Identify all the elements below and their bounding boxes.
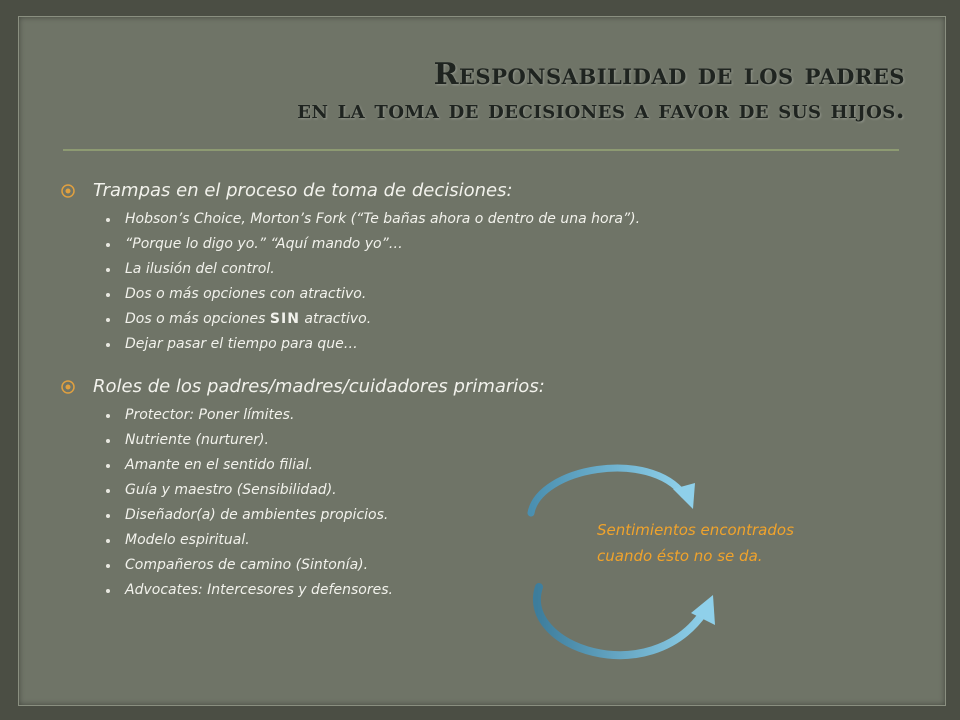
- list-item-text: nurturer: [200, 432, 259, 448]
- bullet-list: [59, 207, 899, 357]
- bullet-dot-icon: [106, 539, 110, 543]
- title-divider: [63, 149, 899, 151]
- bullet-dot-icon: [106, 439, 110, 443]
- list-item-text: Guía y maestro (Sensibilidad).: [125, 482, 337, 498]
- list-item: [59, 257, 899, 282]
- title-line-1: Responsabilidad de los padres: [433, 57, 905, 92]
- list-item: [59, 403, 899, 428]
- list-item-text: atractivo.: [299, 311, 372, 327]
- bullet-dot-icon: [106, 414, 110, 418]
- callout-text: [597, 517, 897, 569]
- list-item-text: Hobson’s Choice, Morton’s Fork: [125, 211, 347, 227]
- section-heading: [59, 179, 899, 203]
- bullet-dot-icon: [106, 464, 110, 468]
- list-item-text: La ilusión del control.: [125, 261, 275, 277]
- list-item-text: SIN: [269, 311, 300, 327]
- list-item: [59, 307, 899, 332]
- bullet-dot-icon: [106, 514, 110, 518]
- list-item-text: Dos o más opciones: [125, 311, 270, 327]
- bullet-dot-icon: [106, 489, 110, 493]
- section-heading-text: Trampas en el proceso de toma de decisiones:: [93, 180, 513, 201]
- curved-arrow-right-icon: [509, 443, 729, 523]
- list-item: [59, 207, 899, 232]
- section-heading-text: Roles de los padres/madres/cuidadores primarios:: [93, 376, 545, 397]
- bullet-dot-icon: [106, 343, 110, 347]
- list-item-text: Modelo espiritual.: [125, 532, 250, 548]
- slide: [18, 16, 946, 706]
- bullet-dot-icon: [106, 243, 110, 247]
- callout-line-2: cuando ésto no se da.: [597, 547, 763, 565]
- list-item: [59, 282, 899, 307]
- bullet-dot-icon: [106, 589, 110, 593]
- list-item: [59, 428, 899, 453]
- bullet-dot-icon: [106, 564, 110, 568]
- list-item: [59, 232, 899, 257]
- bullet-dot-icon: [106, 293, 110, 297]
- list-item-text: ).: [258, 432, 269, 448]
- callout-line-1: Sentimientos encontrados: [597, 521, 794, 539]
- list-item-text: Nutriente (: [125, 432, 201, 448]
- list-item-text: Compañeros de camino (Sintonía).: [125, 557, 369, 573]
- target-bullet-icon: [61, 184, 75, 198]
- section-heading: [59, 375, 899, 399]
- title-line-2: en la toma de decisiones a favor de sus hijos.: [297, 95, 905, 124]
- list-item-text: (“Te bañas ahora o dentro de una hora”).: [346, 211, 641, 227]
- bullet-dot-icon: [106, 318, 110, 322]
- list-item: [59, 578, 899, 603]
- list-item: [59, 453, 899, 478]
- list-item: [59, 478, 899, 503]
- curved-arrow-up-icon: [509, 577, 739, 687]
- list-item-text: Diseñador(a) de ambientes propicios.: [125, 507, 389, 523]
- target-bullet-icon: [61, 380, 75, 394]
- list-item-text: Dos o más opciones con atractivo.: [125, 286, 367, 302]
- list-item-text: Amante en el sentido filial.: [125, 457, 313, 473]
- list-item-text: : Intercesores y defensores.: [198, 582, 393, 598]
- list-item-text: Advocates: [125, 582, 198, 598]
- bullet-list: [59, 403, 899, 603]
- list-item-text: “Porque lo digo yo.” “Aquí mando yo”…: [125, 236, 403, 252]
- section-gap: [59, 357, 899, 371]
- bullet-dot-icon: [106, 218, 110, 222]
- slide-title: [59, 57, 905, 127]
- list-item-text: Protector: Poner límites.: [125, 407, 295, 423]
- list-item-text: Dejar pasar el tiempo para que…: [125, 336, 358, 352]
- bullet-dot-icon: [106, 268, 110, 272]
- list-item: [59, 332, 899, 357]
